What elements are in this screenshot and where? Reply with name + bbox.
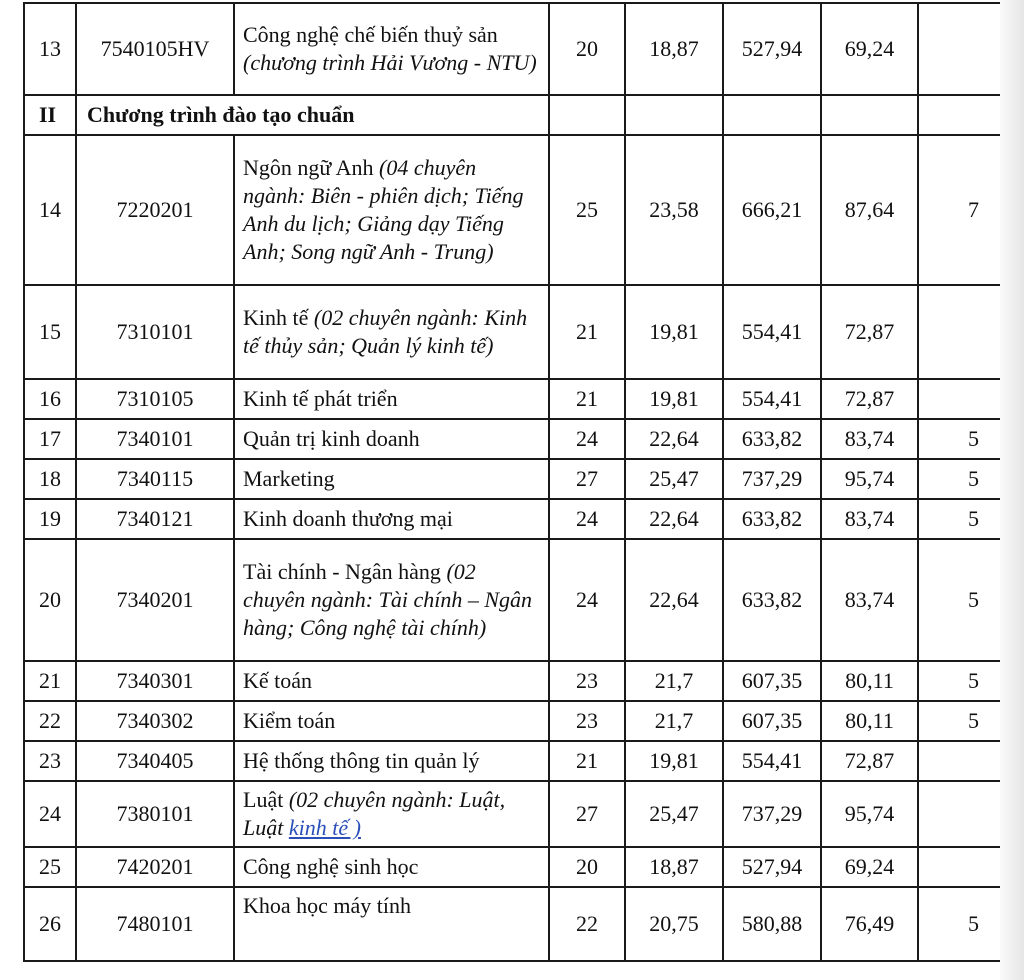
program-code: 7340121 <box>76 499 234 539</box>
program-code: 7340302 <box>76 701 234 741</box>
value-col-2: 22,64 <box>625 499 723 539</box>
program-code: 7310101 <box>76 285 234 379</box>
program-name-cell <box>234 135 549 285</box>
program-name: Tài chính - Ngân hàng <box>243 559 441 584</box>
row-number: 14 <box>24 135 76 285</box>
value-col-4: 83,74 <box>821 419 918 459</box>
value-col-2: 18,87 <box>625 3 723 95</box>
value-col-1: 23 <box>549 701 625 741</box>
table-row <box>24 459 1024 499</box>
value-col-1: 24 <box>549 499 625 539</box>
value-col-2: 20,75 <box>625 887 723 961</box>
empty-cell <box>549 95 625 135</box>
row-number: 15 <box>24 285 76 379</box>
value-col-2: 19,81 <box>625 379 723 419</box>
program-specializations: (chương trình Hải Vương - NTU) <box>243 50 537 75</box>
table-row <box>24 135 1024 285</box>
program-name-cell <box>234 499 549 539</box>
program-code: 7540105HV <box>76 3 234 95</box>
table-row <box>24 741 1024 781</box>
row-number: 19 <box>24 499 76 539</box>
value-col-2: 18,87 <box>625 847 723 887</box>
row-number: 21 <box>24 661 76 701</box>
program-name-cell <box>234 887 549 961</box>
row-number: 13 <box>24 3 76 95</box>
value-col-1: 27 <box>549 781 625 847</box>
value-col-4: 72,87 <box>821 379 918 419</box>
program-code: 7340405 <box>76 741 234 781</box>
program-name-cell <box>234 3 549 95</box>
value-col-1: 20 <box>549 847 625 887</box>
value-col-1: 21 <box>549 285 625 379</box>
value-col-3: 554,41 <box>723 741 821 781</box>
section-row <box>24 95 1024 135</box>
value-col-1: 23 <box>549 661 625 701</box>
specialization-link[interactable]: kinh tế ) <box>288 815 361 840</box>
table-row <box>24 847 1024 887</box>
value-col-1: 20 <box>549 3 625 95</box>
value-col-4: 95,74 <box>821 459 918 499</box>
value-col-3: 527,94 <box>723 847 821 887</box>
program-name: Kiểm toán <box>243 708 336 733</box>
program-name-cell <box>234 661 549 701</box>
program-name: Ngôn ngữ Anh <box>243 155 374 180</box>
value-col-4: 80,11 <box>821 661 918 701</box>
value-col-2: 19,81 <box>625 741 723 781</box>
value-col-2: 22,64 <box>625 539 723 661</box>
program-specializations: (04 chuyên ngành: Biên - phiên dịch; Tiếng Anh du lịch; Giảng dạy Tiếng Anh; Song ngữ Anh - Trung) <box>243 155 524 264</box>
program-name-cell <box>234 285 549 379</box>
program-name: Kế toán <box>243 668 313 693</box>
value-col-4: 95,74 <box>821 781 918 847</box>
program-code: 7340115 <box>76 459 234 499</box>
value-col-1: 24 <box>549 539 625 661</box>
program-name-cell <box>234 459 549 499</box>
value-col-3: 633,82 <box>723 499 821 539</box>
admission-score-table <box>23 2 1024 962</box>
value-col-5: 5 <box>918 887 1024 961</box>
program-code: 7340101 <box>76 419 234 459</box>
program-name-cell <box>234 781 549 847</box>
value-col-1: 22 <box>549 887 625 961</box>
row-number: 16 <box>24 379 76 419</box>
value-col-1: 25 <box>549 135 625 285</box>
value-col-1: 21 <box>549 741 625 781</box>
value-col-4: 87,64 <box>821 135 918 285</box>
value-col-5: 5 <box>918 539 1024 661</box>
value-col-4: 76,49 <box>821 887 918 961</box>
value-col-4: 80,11 <box>821 701 918 741</box>
table-body <box>24 3 1024 961</box>
value-col-2: 21,7 <box>625 661 723 701</box>
program-name: Quản trị kinh doanh <box>243 426 420 451</box>
program-name: Công nghệ chế biến thuỷ sản <box>243 22 498 47</box>
empty-cell <box>821 95 918 135</box>
table-row <box>24 419 1024 459</box>
program-code: 7380101 <box>76 781 234 847</box>
value-col-3: 633,82 <box>723 539 821 661</box>
program-code: 7220201 <box>76 135 234 285</box>
program-name: Kinh tế <box>243 305 309 330</box>
value-col-2: 25,47 <box>625 781 723 847</box>
table-row <box>24 379 1024 419</box>
value-col-3: 633,82 <box>723 419 821 459</box>
value-col-5: 5 <box>918 661 1024 701</box>
program-specializations: (02 chuyên ngành: Kinh tế thủy sản; Quản lý kinh tế) <box>243 305 528 358</box>
row-number: 17 <box>24 419 76 459</box>
program-name: Marketing <box>243 466 335 491</box>
value-col-5: 5 <box>918 459 1024 499</box>
value-col-5: 5 <box>918 701 1024 741</box>
program-name: Kinh doanh thương mại <box>243 506 453 531</box>
section-title: Chương trình đào tạo chuẩn <box>76 95 549 135</box>
value-col-4: 83,74 <box>821 539 918 661</box>
value-col-3: 607,35 <box>723 701 821 741</box>
table-row <box>24 499 1024 539</box>
program-name-cell <box>234 419 549 459</box>
program-code: 7480101 <box>76 887 234 961</box>
table-row <box>24 539 1024 661</box>
value-col-3: 666,21 <box>723 135 821 285</box>
value-col-1: 21 <box>549 379 625 419</box>
program-name-cell <box>234 379 549 419</box>
empty-cell <box>625 95 723 135</box>
value-col-1: 27 <box>549 459 625 499</box>
value-col-3: 607,35 <box>723 661 821 701</box>
table-row <box>24 3 1024 95</box>
row-number: 20 <box>24 539 76 661</box>
value-col-3: 580,88 <box>723 887 821 961</box>
value-col-3: 527,94 <box>723 3 821 95</box>
program-name-cell <box>234 701 549 741</box>
program-code: 7420201 <box>76 847 234 887</box>
program-name: Khoa học máy tính <box>243 893 412 918</box>
table-row <box>24 701 1024 741</box>
program-specializations: (02 chuyên ngành: Luật, Luật <box>243 787 506 840</box>
row-number: 22 <box>24 701 76 741</box>
value-col-3: 554,41 <box>723 379 821 419</box>
table-row <box>24 781 1024 847</box>
value-col-2: 25,47 <box>625 459 723 499</box>
value-col-3: 554,41 <box>723 285 821 379</box>
program-name-cell <box>234 741 549 781</box>
program-code: 7310105 <box>76 379 234 419</box>
row-number: 23 <box>24 741 76 781</box>
value-col-4: 69,24 <box>821 3 918 95</box>
program-name: Kinh tế phát triển <box>243 386 398 411</box>
value-col-4: 69,24 <box>821 847 918 887</box>
table-row <box>24 285 1024 379</box>
value-col-2: 19,81 <box>625 285 723 379</box>
program-specializations: (02 chuyên ngành: Tài chính – Ngân hàng; Công nghệ tài chính) <box>243 559 533 640</box>
value-col-2: 22,64 <box>625 419 723 459</box>
program-code: 7340201 <box>76 539 234 661</box>
value-col-3: 737,29 <box>723 459 821 499</box>
page-edge <box>1000 0 1024 980</box>
program-name: Hệ thống thông tin quản lý <box>243 748 480 773</box>
value-col-5: 7 <box>918 135 1024 285</box>
value-col-4: 72,87 <box>821 285 918 379</box>
program-name-cell <box>234 847 549 887</box>
value-col-3: 737,29 <box>723 781 821 847</box>
table-row <box>24 661 1024 701</box>
program-name: Luật <box>243 787 284 812</box>
section-number: II <box>24 95 76 135</box>
value-col-2: 23,58 <box>625 135 723 285</box>
value-col-5: 5 <box>918 499 1024 539</box>
program-code: 7340301 <box>76 661 234 701</box>
row-number: 26 <box>24 887 76 961</box>
program-name: Công nghệ sinh học <box>243 854 419 879</box>
value-col-5: 5 <box>918 419 1024 459</box>
value-col-4: 72,87 <box>821 741 918 781</box>
table-row <box>24 887 1024 961</box>
row-number: 18 <box>24 459 76 499</box>
row-number: 25 <box>24 847 76 887</box>
row-number: 24 <box>24 781 76 847</box>
empty-cell <box>723 95 821 135</box>
value-col-4: 83,74 <box>821 499 918 539</box>
program-name-cell <box>234 539 549 661</box>
value-col-2: 21,7 <box>625 701 723 741</box>
value-col-1: 24 <box>549 419 625 459</box>
